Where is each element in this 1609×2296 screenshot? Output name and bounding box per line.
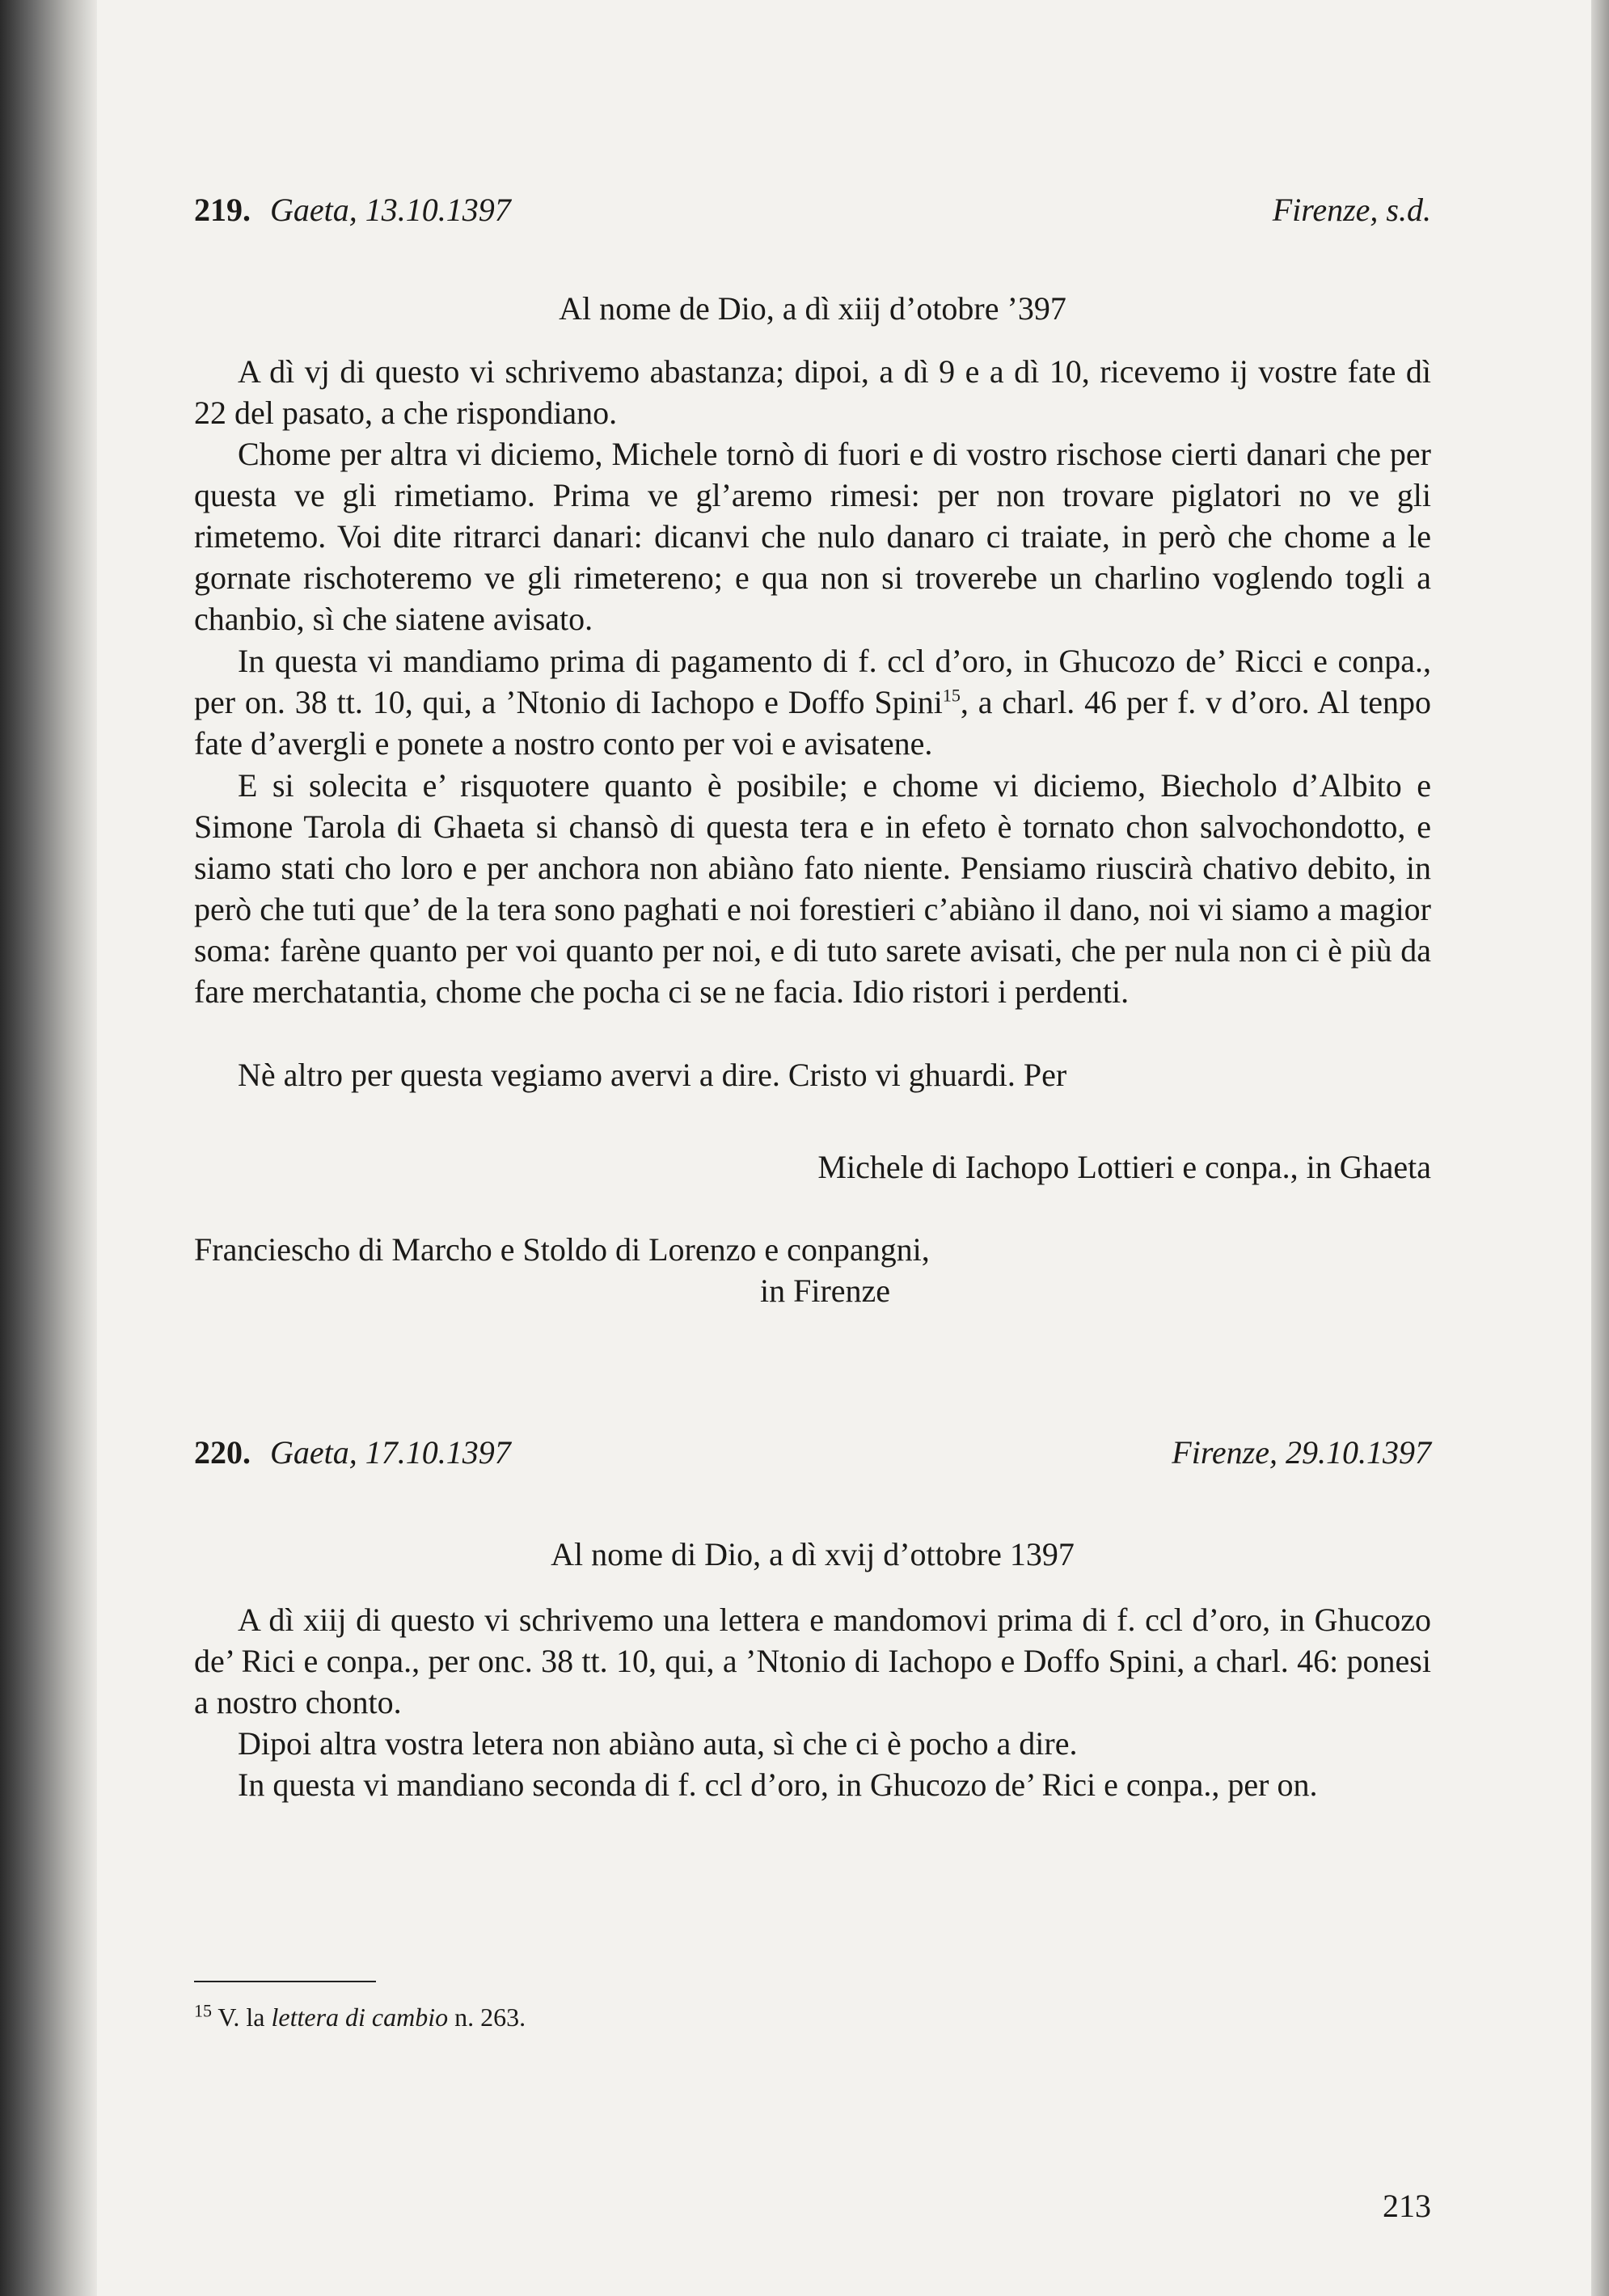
paragraph: Nè altro per questa vegiamo avervi a dire. Cristo vi ghuardi. Per — [238, 1057, 1067, 1093]
letter-219-header — [194, 190, 1431, 230]
paragraph: In questa vi mandiano seconda di f. ccl d’oro, in Ghucozo de’ Rici e conpa., per on. — [238, 1766, 1318, 1803]
page — [194, 0, 1431, 2296]
footnote-ref[interactable]: 15 — [942, 685, 961, 706]
paragraph: E si solecita e’ risquotere quanto è posibile; e chome vi diciemo, Biecholo d’Albito e Simone Tarola di Ghaeta si chansò di questa tera e in efeto è tornato chon salvochondotto, e siamo stati cho loro e per anchora non abiàno fato niente. Pensiamo riuscirà chativo debito, in però che tuti que’ de la tera sono paghati e noi forestieri c’abiàno il dano, noi vi siamo a magior soma: farène quanto per voi quanto per noi, e di tuto sarete avisati, che per nula non ci è più da fare merchatantia, chome che pocha ci se ne facia. Idio ristori i perdenti. — [194, 767, 1431, 1010]
footnote-title: lettera di cambio — [271, 2003, 449, 2032]
letter-number: 219. — [194, 192, 251, 228]
paragraph: Chome per altra vi diciemo, Michele tornò di fuori e di vostro rischose cierti danari che per questa ve gli rimetiamo. Prima ve gl’aremo rimesi: per non trovare piglatori no ve gli rimetemo. Voi dite ritrarci danari: dicanvi che nulo danaro ci traiate, in però che chome a le gornate rischoteremo ve gli rimetereno; e qua non si troverebe un charlino voglendo togli a chanbio, sì che siatene avisato. — [194, 436, 1431, 637]
letter-origin: Gaeta, 17.10.1397 — [270, 1434, 511, 1471]
paragraph: A dì xiij di questo vi schrivemo una lettera e mandomovi prima di f. ccl d’oro, in Ghucozo de’ Rici e conpa., per onc. 38 tt. 10, qui, a ’Ntonio di Iachopo e Doffo Spini, a charl. 46: ponesi a nostro chonto. — [194, 1602, 1431, 1720]
paragraph: A dì vj di questo vi schrivemo abastanza; dipoi, a dì 9 e a dì 10, ricevemo ij vostre fate dì 22 del pasato, a che rispondiano. — [194, 353, 1431, 431]
letter-heading: Al nome de Dio, a dì xiij d’otobre ’397 — [559, 290, 1066, 327]
letter-recipient: Franciescho di Marcho e Stoldo di Lorenzo e conpangni, — [194, 1231, 930, 1268]
paragraph: Dipoi altra vostra letera non abiàno auta, sì che ci è pocho a dire. — [238, 1725, 1078, 1762]
letter-destination: Firenze, 29.10.1397 — [1172, 1434, 1431, 1471]
letter-number: 220. — [194, 1434, 251, 1471]
footnote — [194, 2001, 526, 2033]
book-gutter-shadow — [0, 0, 97, 2296]
paragraph — [194, 640, 1431, 764]
footnote-number: 15 — [194, 2000, 212, 2021]
letter-destination: Firenze, s.d. — [1272, 192, 1431, 228]
paragraph-text: , a charl. 46 per f. v d’oro. Al tenpo fate d’avergli e ponete a nostro conto per voi e avisatene. — [194, 684, 1432, 762]
page-edge — [1591, 0, 1609, 2296]
letter-sender: Michele di Iachopo Lottieri e conpa., in Ghaeta — [817, 1149, 1431, 1185]
footnote-rule — [194, 1981, 376, 1982]
letter-origin: Gaeta, 13.10.1397 — [270, 192, 511, 228]
letter-recipient-place: in Firenze — [760, 1273, 891, 1309]
paragraph-text: In questa vi mandiamo prima di pagamento di f. ccl d’oro, in Ghucozo de’ Ricci e conpa., per on. 38 tt. 10, qui, a ’Ntonio di Iachopo e Doffo Spini — [194, 643, 1431, 720]
letter-heading: Al nome di Dio, a dì xvij d’ottobre 1397 — [551, 1536, 1075, 1572]
footnote-prefix: V. la — [217, 2003, 265, 2032]
page-number: 213 — [1383, 2188, 1431, 2224]
letter-220-header — [194, 1433, 1431, 1473]
footnote-suffix: n. 263. — [454, 2003, 526, 2032]
